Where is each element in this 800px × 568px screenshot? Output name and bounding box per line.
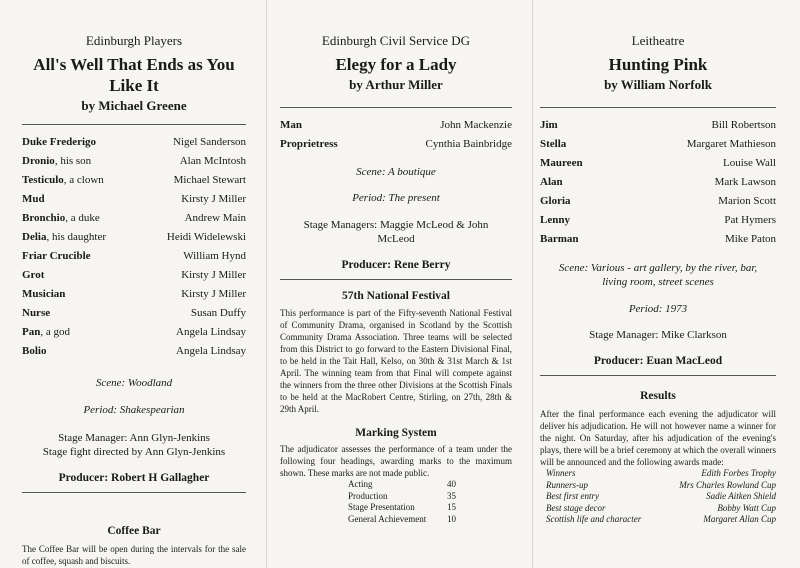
award-trophy: Sadie Aitken Shield — [706, 491, 776, 501]
role-name: Maureen — [540, 157, 583, 169]
actor-name: Margaret Mathieson — [686, 138, 776, 150]
marking-system-text: The adjudicator assesses the performance of a team under the following four headings, awarding marks to the maximum shown. These marks are not made public. — [280, 444, 512, 478]
role-name: Pan — [22, 326, 41, 338]
marks-table — [348, 479, 456, 525]
cast-role — [280, 116, 302, 135]
stage-manager-text: Stage Manager: Ann Glyn-Jenkins — [58, 432, 210, 444]
cast-role — [540, 135, 566, 154]
period-text: Period: 1973 — [628, 303, 688, 315]
cast-role — [540, 154, 583, 173]
cast-role — [22, 152, 91, 171]
cast-role — [22, 342, 46, 361]
actor-name: Mark Lawson — [714, 176, 776, 188]
cast-role — [22, 266, 44, 285]
role-name: Stella — [540, 138, 567, 150]
cast-row — [22, 152, 246, 171]
role-description: , a duke — [65, 212, 100, 224]
play-title: Elegy for a Lady — [335, 55, 457, 74]
cast-role — [540, 173, 563, 192]
producer-text: Producer: Euan MacLeod — [593, 355, 723, 367]
actor-name: Nigel Sanderson — [172, 136, 246, 148]
producer-text: Producer: Rene Berry — [341, 259, 451, 271]
role-name: Barman — [540, 233, 579, 245]
cast-row — [22, 266, 246, 285]
cast-row — [22, 133, 246, 152]
actor-name: Bill Robertson — [711, 119, 776, 131]
cast-row — [540, 116, 776, 135]
marks-label: Stage Presentation — [348, 502, 415, 512]
play-author: by Michael Greene — [81, 98, 187, 113]
play-panel-edinburgh-players — [0, 0, 266, 568]
award-trophy: Margaret Allan Cup — [703, 514, 776, 524]
play-author: by William Norfolk — [604, 77, 712, 92]
divider — [22, 124, 246, 125]
marks-label: Production — [348, 490, 388, 501]
cast-role — [22, 304, 50, 323]
cast-row — [540, 230, 776, 249]
award-category: Runners-up — [546, 479, 588, 490]
marks-value: 35 — [447, 490, 456, 501]
cast-row — [22, 323, 246, 342]
cast-role — [22, 209, 100, 228]
cast-role — [540, 192, 571, 211]
cast-row — [540, 192, 776, 211]
marks-row — [348, 479, 456, 491]
period-text: Period: The present — [352, 192, 440, 204]
company-name: Edinburgh Players — [85, 33, 183, 48]
role-name: Bolio — [22, 345, 47, 357]
award-category: Best first entry — [546, 491, 599, 501]
actor-name: William Hynd — [183, 250, 246, 262]
cast-row — [22, 209, 246, 228]
role-name: Grot — [22, 269, 45, 281]
actor-name: Andrew Main — [184, 212, 246, 224]
marks-row — [348, 502, 456, 514]
stage-manager-text: Stage Manager: Mike Clarkson — [589, 329, 727, 341]
cast-role — [540, 211, 570, 230]
divider — [22, 492, 246, 493]
role-description: , a god — [40, 326, 70, 338]
cast-role — [280, 135, 338, 154]
cast-row — [280, 135, 512, 154]
award-category: Scottish life and character — [546, 514, 642, 524]
play-panel-leitheatre — [532, 0, 800, 568]
scene-text: Scene: Woodland — [95, 377, 173, 389]
role-name: Musician — [22, 288, 66, 300]
award-category: Best stage decor — [546, 502, 606, 513]
role-name: Bronchio — [22, 212, 66, 224]
coffee-bar-text: The Coffee Bar will be open during the intervals for the sale of coffee, squash and biscuits. — [22, 544, 246, 566]
award-trophy: Bobby Watt Cup — [717, 502, 776, 513]
role-name: Nurse — [22, 307, 51, 319]
actor-name: Angela Lindsay — [176, 345, 246, 357]
cast-row — [22, 247, 246, 266]
marks-value: 40 — [447, 479, 456, 489]
cast-role — [22, 133, 96, 152]
cast-role — [22, 190, 45, 209]
award-row — [546, 491, 776, 503]
actor-name: Heidi Widelewski — [166, 231, 246, 243]
play-author: by Arthur Miller — [349, 77, 443, 92]
cast-role — [540, 230, 579, 249]
cast-list — [540, 116, 776, 249]
festival-text: This performance is part of the Fifty-seventh National Festival of Community Drama, organised in Scotland by the Scottish Community Drama Association. Three teams will be selected from this District to go forward to the Eastern Divisional Final, to be held in the Tait Hall, Kelso, on 30th & 31st March & 1st April. The winning team from that Final will compete against the winners from the three other Divisions at the Scottish Finals to be held at the MacRobert Centre, Stirling, on 27th, 28th & 29th April. — [280, 308, 512, 414]
cast-row — [22, 171, 246, 190]
cast-row — [22, 228, 246, 247]
award-trophy: Edith Forbes Trophy — [701, 468, 776, 478]
award-row — [546, 480, 776, 492]
actor-name: Kirsty J Miller — [181, 193, 246, 205]
marking-system-heading: Marking System — [355, 427, 437, 439]
play-title: All's Well That Ends as You Like It — [33, 55, 235, 95]
period-text: Period: Shakespearian — [83, 404, 185, 416]
cast-row — [280, 116, 512, 135]
award-row — [546, 514, 776, 526]
marks-value: 10 — [447, 513, 456, 524]
cast-list — [280, 116, 512, 154]
actor-name: Michael Stewart — [173, 174, 246, 186]
actor-name: Angela Lindsay — [176, 326, 246, 338]
role-description: , his daughter — [46, 231, 107, 243]
play-panel-civil-service — [266, 0, 532, 568]
cast-row — [540, 154, 776, 173]
festival-heading: 57th National Festival — [342, 290, 450, 302]
award-trophy: Mrs Charles Rowland Cup — [679, 479, 776, 490]
play-title: Hunting Pink — [608, 55, 708, 74]
producer-text: Producer: Robert H Gallagher — [58, 472, 210, 484]
coffee-bar-heading: Coffee Bar — [107, 525, 161, 537]
cast-row — [22, 190, 246, 209]
cast-row — [22, 285, 246, 304]
cast-role — [22, 247, 91, 266]
role-name: Mud — [22, 193, 45, 205]
cast-role — [22, 323, 70, 342]
role-name: Delia — [22, 231, 47, 243]
cast-row — [22, 342, 246, 361]
marks-row — [348, 491, 456, 503]
role-description: , his son — [54, 155, 92, 167]
actor-name: Susan Duffy — [190, 307, 246, 319]
cast-row — [540, 135, 776, 154]
marks-label: Acting — [348, 479, 373, 489]
divider — [540, 375, 776, 376]
actor-name: John Mackenzie — [440, 119, 512, 131]
actor-name: Marion Scott — [718, 195, 776, 207]
cast-role — [540, 116, 558, 135]
cast-row — [22, 304, 246, 323]
role-name: Man — [280, 119, 302, 131]
stage-fight-text: Stage fight directed by Ann Glyn-Jenkins — [42, 446, 226, 458]
scene-text: Scene: Various - art gallery, by the river, bar, living room, street scenes — [558, 262, 758, 288]
role-name: Testiculo — [22, 174, 64, 186]
actor-name: Kirsty J Miller — [181, 269, 246, 281]
role-name: Lenny — [540, 214, 570, 226]
company-name: Edinburgh Civil Service DG — [321, 33, 471, 48]
role-name: Friar Crucible — [22, 250, 91, 262]
actor-name: Kirsty J Miller — [181, 288, 246, 300]
divider — [280, 107, 512, 108]
cast-list — [22, 133, 246, 361]
actor-name: Cynthia Bainbridge — [425, 138, 512, 150]
cast-role — [22, 285, 65, 304]
award-row — [546, 503, 776, 515]
role-name: Jim — [540, 119, 558, 131]
stage-managers-text: Stage Managers: Maggie McLeod & John McLeod — [303, 219, 489, 245]
role-description: , a clown — [63, 174, 104, 186]
award-row — [546, 468, 776, 480]
role-name: Dronio — [22, 155, 55, 167]
marks-row — [348, 514, 456, 526]
awards-table — [546, 468, 776, 526]
divider — [540, 107, 776, 108]
company-name: Leitheatre — [631, 33, 685, 48]
cast-row — [540, 211, 776, 230]
role-name: Alan — [540, 176, 563, 188]
award-category: Winners — [546, 468, 576, 478]
marks-label: General Achievement — [348, 513, 427, 524]
scene-text: Scene: A boutique — [356, 166, 436, 178]
actor-name: Pat Hymers — [724, 214, 776, 226]
actor-name: Louise Wall — [723, 157, 776, 169]
results-heading: Results — [640, 390, 676, 402]
results-text: After the final performance each evening the adjudicator will deliver his adjudication. He will not however name a winner for the night. On Saturday, after his adjudication of the evening's plays, there will be a brief ceremony at which the overall winners will be announced and the following awards made: — [540, 409, 776, 467]
divider — [280, 279, 512, 280]
role-name: Duke Frederigo — [22, 136, 97, 148]
marks-value: 15 — [447, 502, 456, 512]
role-name: Gloria — [540, 195, 571, 207]
cast-row — [540, 173, 776, 192]
cast-role — [22, 228, 106, 247]
role-name: Proprietress — [280, 138, 338, 150]
cast-role — [22, 171, 104, 190]
actor-name: Alan McIntosh — [179, 155, 246, 167]
actor-name: Mike Paton — [724, 233, 776, 245]
